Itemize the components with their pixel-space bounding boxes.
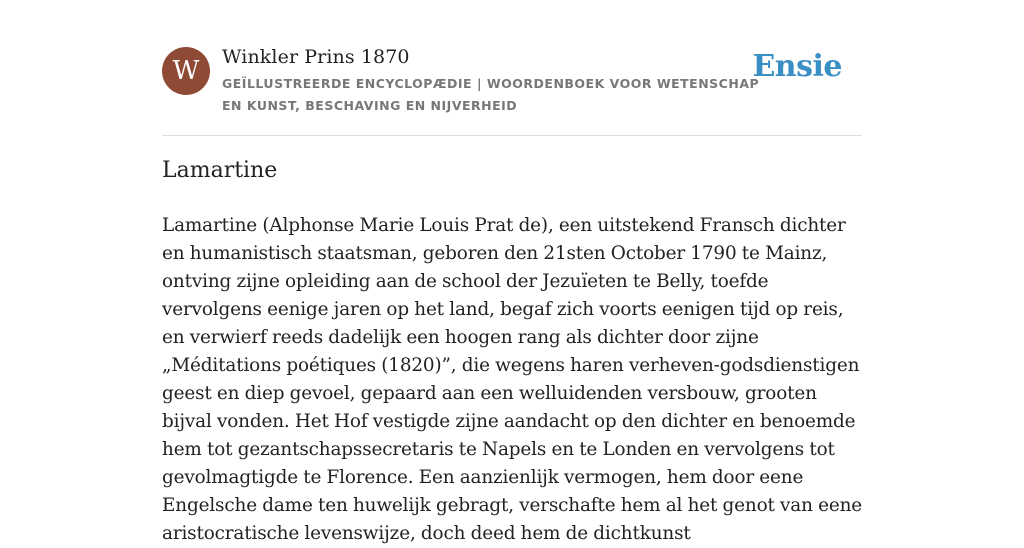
avatar[interactable]: W <box>162 47 210 95</box>
source-title[interactable]: Winkler Prins 1870 <box>222 46 410 68</box>
brand-logo[interactable]: Ensie <box>752 49 842 84</box>
article-body: Lamartine (Alphonse Marie Louis Prat de), een uitstekend Fransch dichter en humanistisch staatsman, geboren den 21sten October 1790 te Mainz, ontving zijne opleiding aan de school der Jezuïeten te Belly, toefde vervolgens eenige jaren op het land, begaf zich voorts eenigen tijd op reis, en verwierf reeds dadelijk een hoogen rang als dichter door zijne „Méditations poétiques (1820)”, die wegens haren verheven-godsdienstigen geest en diep gevoel, gepaard aan een welluidenden versbouw, grooten bijval vonden. Het Hof vestigde zijne aandacht op den dichter en benoemde hem tot gezantschapssecretaris te Napels en te Londen en vervolgens tot gevolmagtigde te Florence. Een aanzienlijk vermogen, hem door eene Engelsche dame ten huwelijk gebragt, verschafte hem al het genot van eene aristocratische levenswijze, doch deed hem de dichtkunst <box>162 215 862 544</box>
article-title: Lamartine <box>162 158 278 183</box>
source-header <box>162 45 862 135</box>
source-subtitle: GEÏLLUSTREERDE ENCYCLOPÆDIE | WOORDENBOEK VOOR WETENSCHAP EN KUNST, BESCHAVING EN NIJVERHEID <box>222 76 760 113</box>
header-divider <box>162 135 862 136</box>
